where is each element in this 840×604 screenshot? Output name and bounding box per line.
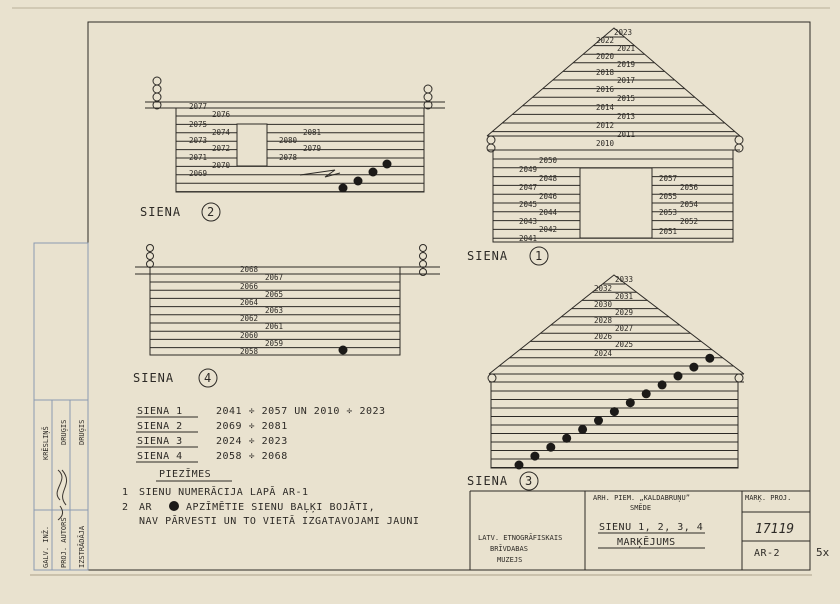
note-1: SIENU NUMERĀCIJA LAPĀ AR-1 (139, 487, 309, 498)
log-label: 2051 (659, 227, 678, 236)
log-label: 2042 (539, 225, 558, 234)
legend-wall: SIENA 3 (137, 436, 183, 447)
damaged-log-marker (626, 398, 635, 407)
log-label: 2030 (594, 300, 613, 309)
damaged-log-marker (562, 434, 571, 443)
log-label: 2027 (615, 324, 634, 333)
org-line: MUZEJS (497, 556, 523, 564)
log-label: 2050 (539, 156, 558, 165)
note-2-line-2: NAV PĀRVESTI UN TO VIETĀ IZGATAVOJAMI JAUNI (139, 516, 420, 527)
log-label: 2021 (617, 44, 636, 53)
log-label: 2077 (189, 102, 208, 111)
log-label: 2058 (240, 347, 259, 356)
damaged-log-marker (546, 443, 555, 452)
log-label: 2065 (265, 290, 284, 299)
damaged-log-marker (383, 160, 392, 169)
log-label: 2073 (189, 136, 208, 145)
stamp-role: IZSTRĀDĀJA (78, 525, 86, 568)
stamp-name: DRUĢIS (60, 419, 68, 445)
log-label: 2026 (594, 332, 613, 341)
drawing-subtitle: MARĶĒJUMS (617, 537, 676, 548)
log-label: 2080 (279, 136, 298, 145)
damaged-log-marker (658, 380, 667, 389)
log-label: 2028 (594, 316, 613, 325)
wall-2-title: SIENA (140, 205, 182, 219)
log-label: 2076 (212, 110, 231, 119)
log-label: 2049 (519, 165, 538, 174)
wall-1-title: SIENA (467, 249, 509, 263)
wall-1-number: 1 (535, 249, 544, 263)
sheet-number: AR-2 (754, 548, 781, 559)
project-label: MARĶ. PROJ. (745, 494, 792, 502)
log-label: 2070 (212, 161, 231, 170)
legend-range: 2041 ÷ 2057 UN 2010 ÷ 2023 (216, 406, 386, 417)
log-label: 2025 (615, 340, 634, 349)
log-label: 2054 (680, 200, 699, 209)
log-label: 2071 (189, 153, 208, 162)
legend-wall: SIENA 4 (137, 451, 183, 462)
log-label: 2072 (212, 144, 231, 153)
log-label: 2052 (680, 217, 699, 226)
wall-2-number: 2 (207, 205, 216, 219)
log-label: 2020 (596, 52, 615, 61)
log-label: 2064 (240, 298, 259, 307)
damaged-log-marker (674, 372, 683, 381)
log-label: 2012 (596, 121, 615, 130)
damaged-log-marker (339, 346, 348, 355)
log-label: 2015 (617, 94, 636, 103)
log-label: 2033 (615, 275, 634, 284)
object-name: ARH. PIEM. „KALDABRUŅU” (593, 494, 690, 502)
log-label: 2055 (659, 192, 678, 201)
log-label: 2067 (265, 273, 284, 282)
log-label: 2056 (680, 183, 699, 192)
wall-4-number: 4 (204, 371, 213, 385)
log-label: 2022 (596, 36, 615, 45)
log-label: 2069 (189, 169, 208, 178)
legend-wall: SIENA 2 (137, 421, 183, 432)
log-label: 2075 (189, 120, 208, 129)
log-label: 2016 (596, 85, 615, 94)
log-label: 2046 (539, 192, 558, 201)
damaged-log-marker (339, 184, 348, 193)
wall-3-title: SIENA (467, 474, 509, 488)
notes-heading: PIEZĪMES (159, 469, 212, 480)
wall-3-number: 3 (525, 474, 534, 488)
damaged-log-symbol (169, 501, 179, 511)
log-label: 2062 (240, 314, 259, 323)
log-label: 2081 (303, 128, 322, 137)
damaged-log-marker (530, 452, 539, 461)
log-label: 2013 (617, 112, 636, 121)
stamp-name: DRUĢIS (78, 419, 86, 445)
org-line: LATV. ETNOGRĀFISKAIS (478, 534, 563, 542)
log-label: 2068 (240, 265, 259, 274)
legend-wall: SIENA 1 (137, 406, 183, 417)
stamp-role: GALV. INŽ. (42, 525, 50, 568)
log-label: 2014 (596, 103, 615, 112)
stamp-role: PROJ. AUTORS (60, 517, 68, 568)
log-label: 2059 (265, 339, 284, 348)
log-label: 2029 (615, 308, 634, 317)
project-number: 17119 (755, 522, 795, 537)
object-name: SMĒDE (630, 504, 652, 512)
damaged-log-marker (610, 407, 619, 416)
legend-range: 2069 ÷ 2081 (216, 421, 288, 432)
damaged-log-marker (594, 416, 603, 425)
log-label: 2053 (659, 208, 678, 217)
log-label: 2063 (265, 306, 284, 315)
log-label: 2018 (596, 68, 615, 77)
log-label: 2041 (519, 234, 538, 243)
note-number: 1 (122, 487, 129, 498)
legend-range: 2058 ÷ 2068 (216, 451, 288, 462)
log-label: 2066 (240, 282, 259, 291)
note-number: 2 (122, 502, 129, 513)
log-label: 2024 (594, 349, 613, 358)
log-label: 2010 (596, 139, 615, 148)
legend-range: 2024 ÷ 2023 (216, 436, 288, 447)
wall-4-title: SIENA (133, 371, 175, 385)
log-label: 2048 (539, 174, 558, 183)
log-label: 2074 (212, 128, 231, 137)
damaged-log-marker (689, 363, 698, 372)
log-label: 2061 (265, 322, 284, 331)
log-label: 2078 (279, 153, 298, 162)
stamp-name: KRĒSLIŅŠ (42, 426, 50, 460)
log-label: 2011 (617, 130, 636, 139)
drawing-title: SIENU 1, 2, 3, 4 (599, 522, 704, 533)
damaged-log-marker (705, 354, 714, 363)
log-label: 2019 (617, 60, 636, 69)
log-label: 2032 (594, 284, 613, 293)
log-label: 2057 (659, 174, 678, 183)
note-2-prefix: AR (139, 502, 153, 513)
damaged-log-marker (369, 168, 378, 177)
log-label: 2044 (539, 208, 558, 217)
log-label: 2017 (617, 76, 636, 85)
damaged-log-marker (354, 177, 363, 186)
log-label: 2023 (614, 28, 633, 37)
damaged-log-marker (515, 461, 524, 470)
damaged-log-marker (578, 425, 587, 434)
log-label: 2060 (240, 331, 259, 340)
log-label: 2031 (615, 292, 634, 301)
log-label: 2043 (519, 217, 538, 226)
log-label: 2045 (519, 200, 538, 209)
damaged-log-marker (642, 389, 651, 398)
corner-mark: 5x (816, 546, 830, 559)
org-line: BRĪVDABAS (490, 545, 528, 553)
log-label: 2047 (519, 183, 538, 192)
log-label: 2079 (303, 144, 322, 153)
note-2-line-1: APZĪMĒTIE SIENU BAĻĶI BOJĀTI, (186, 502, 376, 513)
